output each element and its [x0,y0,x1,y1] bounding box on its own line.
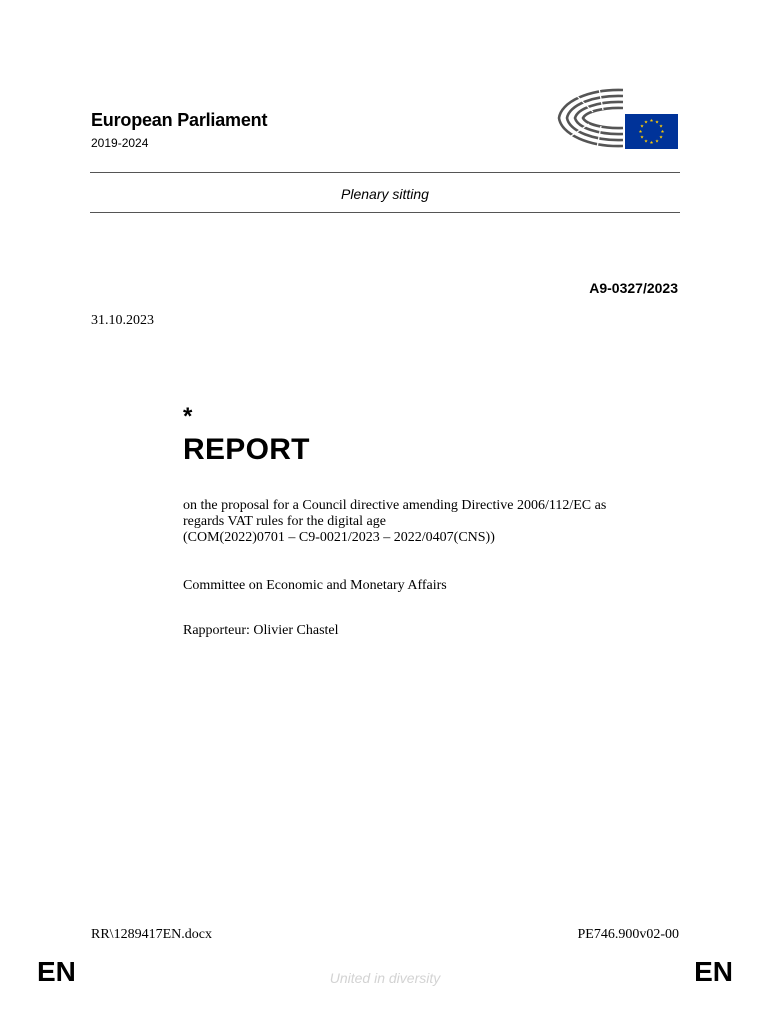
language-code-left: EN [37,956,76,987]
sitting-label: Plenary sitting [341,186,429,202]
header-rule-bottom [90,212,680,213]
footer-pe-number: PE746.900v02-00 [577,927,679,942]
parliamentary-term: 2019-2024 [91,136,149,150]
subject-line-2: regards VAT rules for the digital age [183,514,386,529]
subject-line-3: (COM(2022)0701 – C9-0021/2023 – 2022/0407(CNS)) [183,530,495,545]
header-rule-top [90,172,680,173]
language-code-right: EN [694,956,733,987]
committee-name: Committee on Economic and Monetary Affairs [183,578,447,593]
document-date: 31.10.2023 [91,313,154,328]
institution-name: European Parliament [91,110,268,130]
hemicycle-arcs-icon [559,90,623,146]
european-parliament-logo-icon [557,84,681,152]
report-title: REPORT [183,433,310,466]
procedure-marker: * [183,403,193,430]
subject-line-1: on the proposal for a Council directive amending Directive 2006/112/EC as [183,498,607,513]
footer-motto: United in diversity [329,970,441,986]
footer-file-name: RR\1289417EN.docx [91,927,212,942]
document-reference: A9-0327/2023 [589,280,678,296]
rapporteur: Rapporteur: Olivier Chastel [183,623,339,638]
report-subject [183,498,673,546]
